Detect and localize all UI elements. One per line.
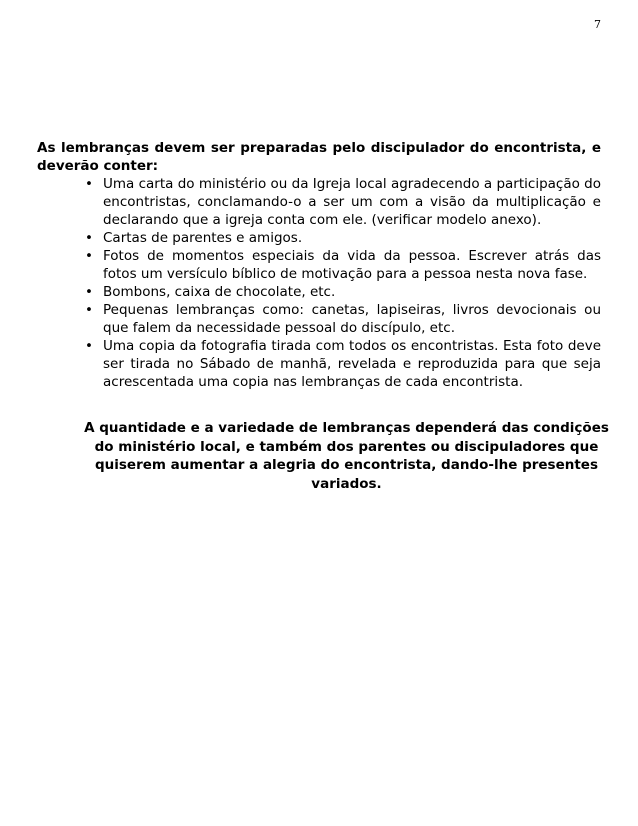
bullet-icon: • [85,176,93,192]
bullet-icon: • [85,230,93,246]
intro-paragraph: As lembranças devem ser preparadas pelo discipulador do encontrista, e deverão conter: [37,140,601,174]
bullet-icon: • [85,338,93,354]
closing-paragraph: A quantidade e a variedade de lembranças dependerá das condições do ministério local, e também dos parentes ou discipuladores que quiserem aumentar a alegria do encontrista, dando-lhe presentes variados. [84,420,609,492]
bullet-icon: • [85,248,93,264]
page-number: 7 [594,18,601,31]
list-item: • Cartas de parentes e amigos. [85,230,303,246]
list-item: • Fotos de momentos especiais da vida da pessoa. Escrever atrás das fotos um versículo bíblico de motivação para a pessoa nesta nova fase. [85,248,601,282]
bullet-icon: • [85,284,93,300]
list-item: • Uma copia da fotografia tirada com todos os encontristas. Esta foto deve ser tirada no Sábado de manhã, revelada e reproduzida para que seja acrescentada uma copia nas lembranças de cada encontrista. [85,338,601,390]
list-item: • Bombons, caixa de chocolate, etc. [85,284,336,300]
bullet-icon: • [85,302,93,318]
list-item: • Pequenas lembranças como: canetas, lapiseiras, livros devocionais ou que falem da necessidade pessoal do discípulo, etc. [85,302,601,336]
document-body [37,139,609,493]
bullet-list [37,175,601,391]
list-item: • Uma carta do ministério ou da Igreja local agradecendo a participação do encontristas, conclamando-o a ser um com a visão da multiplicação e declarando que a igreja conta com ele. (verificar modelo anexo). [85,176,601,228]
